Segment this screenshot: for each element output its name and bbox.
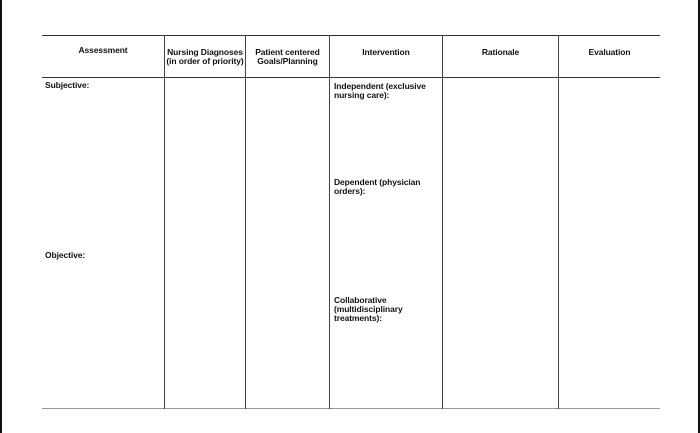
column-divider <box>245 35 246 409</box>
column-divider <box>558 35 559 409</box>
header-bottom-rule <box>42 77 660 78</box>
assessment-objective-label: Objective: <box>45 250 86 260</box>
column-divider <box>164 35 165 409</box>
column-divider <box>442 35 443 409</box>
intervention-collaborative-label: Collaborative (multidisciplinary treatments): <box>334 295 403 323</box>
header-rationale: Rationale <box>481 47 520 57</box>
intervention-independent-label: Independent (exclusive nursing care): <box>334 81 426 100</box>
header-intervention: Intervention <box>362 47 410 57</box>
window-left-edge <box>0 0 2 433</box>
header-evaluation: Evaluation <box>588 47 631 57</box>
header-goals-planning: Patient centered Goals/Planning <box>255 47 320 66</box>
assessment-subjective-label: Subjective: <box>45 80 90 90</box>
table-bottom-rule <box>42 408 660 409</box>
intervention-dependent-label: Dependent (physician orders): <box>334 177 421 196</box>
header-nursing-diagnoses: Nursing Diagnoses (in order of priority) <box>166 47 244 66</box>
table-top-rule <box>42 35 660 36</box>
header-assessment: Assessment <box>78 45 128 55</box>
column-divider <box>329 35 330 409</box>
